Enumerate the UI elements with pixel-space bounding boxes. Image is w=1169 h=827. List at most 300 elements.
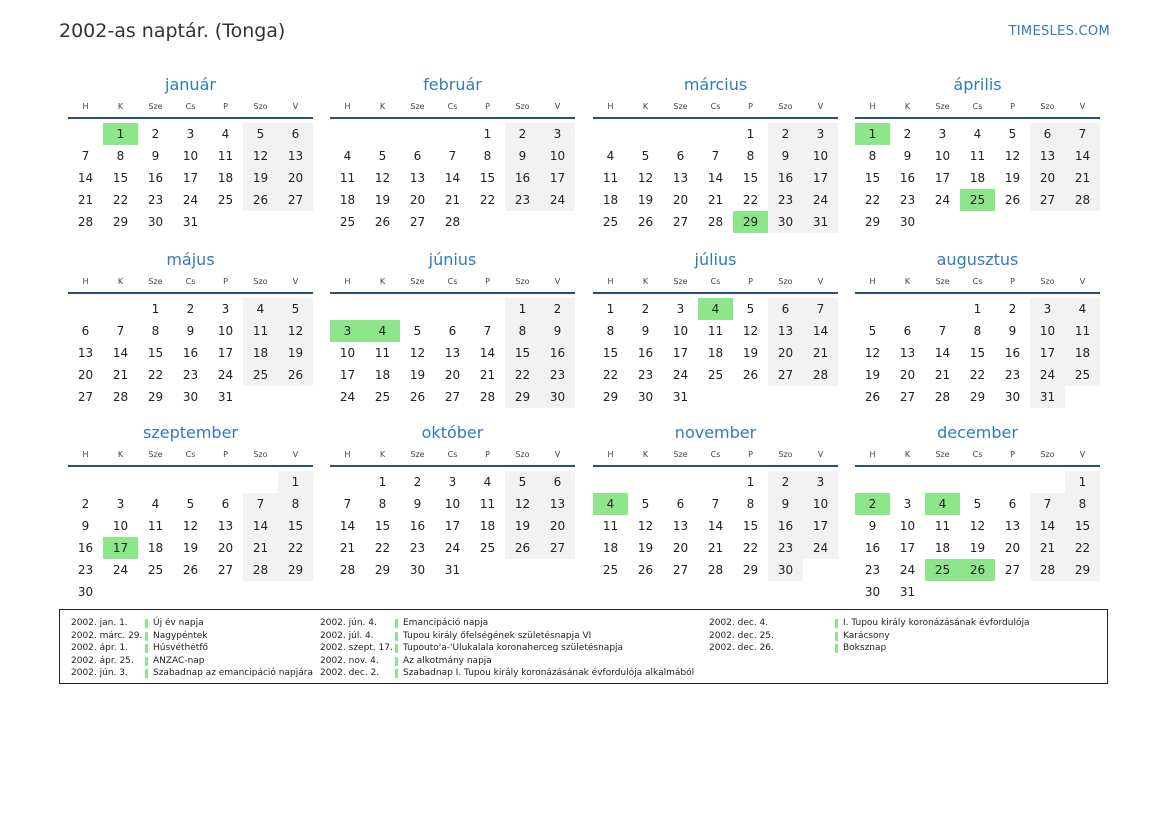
day-cell: 11 bbox=[374, 346, 391, 360]
day-cell: 5 bbox=[413, 324, 422, 338]
day-cell: 14 bbox=[243, 515, 278, 537]
day-cell: 26 bbox=[278, 364, 313, 386]
day-cell: 12 bbox=[409, 346, 426, 360]
month-block bbox=[855, 249, 1100, 408]
empty-cell bbox=[400, 123, 435, 145]
day-cell: 25 bbox=[217, 193, 234, 207]
day-cell: 30 bbox=[637, 390, 654, 404]
weekday-label: Szo bbox=[253, 450, 268, 459]
day-cell: 24 bbox=[934, 193, 951, 207]
month-block bbox=[330, 249, 575, 408]
day-cell: 22 bbox=[969, 368, 986, 382]
day-cell: 9 bbox=[186, 324, 195, 338]
day-cell: 9 bbox=[641, 324, 650, 338]
day-cell: 19 bbox=[278, 342, 313, 364]
weekday-label: P bbox=[223, 277, 228, 286]
day-cell: 8 bbox=[1065, 493, 1100, 515]
day-cell: 2 bbox=[768, 471, 803, 493]
day-cell: 17 bbox=[182, 171, 199, 185]
day-cell: 24 bbox=[899, 563, 916, 577]
day-cell: 9 bbox=[151, 149, 160, 163]
empty-cell bbox=[330, 298, 365, 320]
day-cell: 8 bbox=[278, 493, 313, 515]
day-cell: 30 bbox=[540, 386, 575, 408]
holiday-name: ANZAC-nap bbox=[153, 655, 205, 666]
holiday-day-cell: 29 bbox=[733, 211, 768, 233]
day-cell: 22 bbox=[374, 541, 391, 555]
weekday-label: Sze bbox=[673, 102, 688, 111]
holiday-marker bbox=[395, 657, 398, 666]
day-cell: 3 bbox=[803, 471, 838, 493]
weekday-label: H bbox=[869, 277, 876, 286]
day-cell: 6 bbox=[1008, 497, 1017, 511]
day-cell: 10 bbox=[934, 149, 951, 163]
day-cell: 2 bbox=[505, 123, 540, 145]
weekday-header bbox=[855, 445, 1100, 467]
weekday-label: V bbox=[554, 102, 561, 111]
day-cell: 14 bbox=[479, 346, 496, 360]
day-cell: 14 bbox=[1030, 515, 1065, 537]
day-cell: 2 bbox=[151, 127, 160, 141]
day-cell: 11 bbox=[969, 149, 986, 163]
day-cell: 22 bbox=[742, 541, 759, 555]
empty-cell bbox=[68, 471, 103, 493]
weekday-label: K bbox=[642, 450, 649, 459]
weekday-label: H bbox=[344, 102, 351, 111]
empty-cell bbox=[103, 298, 138, 320]
day-cell: 9 bbox=[768, 493, 803, 515]
day-cell: 13 bbox=[768, 320, 803, 342]
holiday-date: 2002. szept. 17. bbox=[320, 643, 393, 653]
day-cell: 20 bbox=[672, 193, 689, 207]
day-cell: 13 bbox=[1030, 145, 1065, 167]
holiday-day-cell: 25 bbox=[925, 559, 960, 581]
day-cell: 14 bbox=[934, 346, 951, 360]
day-cell: 9 bbox=[903, 149, 912, 163]
day-cell: 28 bbox=[1065, 189, 1100, 211]
day-cell: 16 bbox=[540, 342, 575, 364]
month-block bbox=[593, 422, 838, 581]
weekday-label: Szo bbox=[515, 277, 530, 286]
day-cell: 15 bbox=[742, 519, 759, 533]
site-logo-link[interactable]: TIMESLES.COM bbox=[1008, 24, 1110, 39]
day-cell: 13 bbox=[77, 346, 94, 360]
day-cell: 14 bbox=[339, 519, 356, 533]
day-cell: 27 bbox=[1004, 563, 1021, 577]
day-cell: 8 bbox=[868, 149, 877, 163]
day-cell: 15 bbox=[147, 346, 164, 360]
day-cell: 16 bbox=[409, 519, 426, 533]
day-cell: 6 bbox=[676, 497, 685, 511]
day-cell: 14 bbox=[444, 171, 461, 185]
day-cell: 24 bbox=[1030, 364, 1065, 386]
day-cell: 12 bbox=[637, 519, 654, 533]
day-cell: 7 bbox=[483, 324, 492, 338]
day-cell: 20 bbox=[1004, 541, 1021, 555]
month-block bbox=[330, 74, 575, 233]
day-cell: 15 bbox=[479, 171, 496, 185]
holiday-date: 2002. márc. 29. bbox=[71, 630, 143, 641]
day-cell: 18 bbox=[217, 171, 234, 185]
month-block bbox=[593, 74, 838, 233]
day-cell: 21 bbox=[339, 541, 356, 555]
weekday-label: V bbox=[292, 450, 299, 459]
weekday-label: Szo bbox=[778, 277, 793, 286]
day-cell: 19 bbox=[409, 368, 426, 382]
day-cell: 24 bbox=[182, 193, 199, 207]
day-cell: 2 bbox=[903, 127, 912, 141]
day-cell: 25 bbox=[374, 390, 391, 404]
day-cell: 6 bbox=[676, 149, 685, 163]
day-cell: 2 bbox=[413, 475, 422, 489]
day-grid bbox=[330, 298, 575, 408]
holiday-day-cell: 1 bbox=[855, 123, 890, 145]
weekday-label: H bbox=[607, 277, 614, 286]
weekday-label: P bbox=[485, 102, 490, 111]
day-cell: 31 bbox=[899, 585, 916, 599]
day-cell: 21 bbox=[112, 368, 129, 382]
holiday-name: Az alkotmány napja bbox=[403, 655, 492, 666]
legend-row bbox=[320, 667, 695, 680]
day-cell: 30 bbox=[864, 585, 881, 599]
day-cell: 12 bbox=[182, 519, 199, 533]
weekday-label: Szo bbox=[1040, 102, 1055, 111]
day-cell: 11 bbox=[602, 171, 619, 185]
day-cell: 8 bbox=[116, 149, 125, 163]
empty-cell bbox=[890, 471, 925, 493]
day-cell: 29 bbox=[602, 390, 619, 404]
day-cell: 21 bbox=[707, 193, 724, 207]
day-cell: 23 bbox=[409, 541, 426, 555]
day-cell: 1 bbox=[483, 127, 492, 141]
weekday-label: K bbox=[117, 277, 124, 286]
day-cell: 22 bbox=[742, 193, 759, 207]
day-cell: 15 bbox=[602, 346, 619, 360]
day-cell: 18 bbox=[479, 519, 496, 533]
weekday-header bbox=[855, 97, 1100, 119]
holiday-marker bbox=[395, 669, 398, 678]
day-cell: 29 bbox=[147, 390, 164, 404]
day-cell: 30 bbox=[899, 215, 916, 229]
weekday-label: Szo bbox=[1040, 277, 1055, 286]
weekday-header bbox=[330, 445, 575, 467]
holiday-date: 2002. jún. 3. bbox=[71, 668, 128, 678]
day-cell: 6 bbox=[278, 123, 313, 145]
day-cell: 30 bbox=[77, 585, 94, 599]
day-cell: 4 bbox=[151, 497, 160, 511]
holiday-day-cell: 4 bbox=[925, 493, 960, 515]
holiday-day-cell: 4 bbox=[365, 320, 400, 342]
holiday-date: 2002. ápr. 25. bbox=[71, 655, 134, 666]
day-cell: 8 bbox=[606, 324, 615, 338]
weekday-label: K bbox=[379, 277, 386, 286]
empty-cell bbox=[243, 471, 278, 493]
day-cell: 18 bbox=[969, 171, 986, 185]
day-cell: 1 bbox=[746, 475, 755, 489]
day-cell: 15 bbox=[505, 342, 540, 364]
day-cell: 3 bbox=[186, 127, 195, 141]
weekday-label: P bbox=[1010, 277, 1015, 286]
month-block bbox=[855, 74, 1100, 233]
day-cell: 5 bbox=[641, 497, 650, 511]
weekday-label: Szo bbox=[515, 450, 530, 459]
day-cell: 31 bbox=[672, 390, 689, 404]
weekday-label: Cs bbox=[972, 102, 983, 111]
day-cell: 30 bbox=[147, 215, 164, 229]
day-cell: 11 bbox=[339, 171, 356, 185]
day-cell: 6 bbox=[81, 324, 90, 338]
day-cell: 7 bbox=[343, 497, 352, 511]
holiday-name: Tupou király őfelségének születésnapja VI bbox=[403, 630, 592, 641]
day-cell: 14 bbox=[707, 519, 724, 533]
day-cell: 18 bbox=[147, 541, 164, 555]
day-cell: 26 bbox=[505, 537, 540, 559]
day-cell: 7 bbox=[116, 324, 125, 338]
day-cell: 10 bbox=[182, 149, 199, 163]
day-grid bbox=[855, 298, 1100, 408]
day-cell: 3 bbox=[116, 497, 125, 511]
holiday-day-cell: 25 bbox=[960, 189, 995, 211]
day-cell: 6 bbox=[540, 471, 575, 493]
day-cell: 19 bbox=[182, 541, 199, 555]
day-cell: 27 bbox=[1030, 189, 1065, 211]
day-cell: 22 bbox=[1065, 537, 1100, 559]
holiday-date: 2002. jún. 4. bbox=[320, 618, 377, 628]
day-cell: 12 bbox=[637, 171, 654, 185]
day-cell: 18 bbox=[934, 541, 951, 555]
day-cell: 7 bbox=[81, 149, 90, 163]
weekday-label: K bbox=[117, 102, 124, 111]
day-cell: 14 bbox=[803, 320, 838, 342]
month-block bbox=[330, 422, 575, 581]
holiday-name: Emancipáció napja bbox=[403, 618, 489, 628]
day-cell: 16 bbox=[182, 346, 199, 360]
empty-cell bbox=[435, 298, 470, 320]
weekday-label: H bbox=[869, 102, 876, 111]
day-cell: 3 bbox=[903, 497, 912, 511]
day-cell: 21 bbox=[444, 193, 461, 207]
weekday-label: P bbox=[748, 450, 753, 459]
day-cell: 23 bbox=[768, 537, 803, 559]
holiday-day-cell: 2 bbox=[855, 493, 890, 515]
day-cell: 6 bbox=[221, 497, 230, 511]
day-cell: 10 bbox=[899, 519, 916, 533]
day-cell: 4 bbox=[973, 127, 982, 141]
day-cell: 10 bbox=[803, 145, 838, 167]
weekday-label: P bbox=[223, 450, 228, 459]
day-cell: 20 bbox=[1030, 167, 1065, 189]
day-cell: 28 bbox=[339, 563, 356, 577]
empty-cell bbox=[995, 471, 1030, 493]
holiday-date: 2002. nov. 4. bbox=[320, 655, 379, 666]
day-cell: 24 bbox=[803, 189, 838, 211]
legend-column bbox=[709, 617, 1030, 655]
day-cell: 18 bbox=[602, 193, 619, 207]
day-cell: 7 bbox=[711, 497, 720, 511]
day-cell: 26 bbox=[637, 215, 654, 229]
weekday-label: Szo bbox=[778, 450, 793, 459]
empty-cell bbox=[628, 123, 663, 145]
day-cell: 8 bbox=[151, 324, 160, 338]
day-cell: 19 bbox=[742, 346, 759, 360]
day-cell: 23 bbox=[77, 563, 94, 577]
holiday-marker bbox=[145, 657, 148, 666]
day-cell: 4 bbox=[1065, 298, 1100, 320]
day-cell: 2 bbox=[768, 123, 803, 145]
day-cell: 25 bbox=[243, 364, 278, 386]
weekday-label: V bbox=[1079, 450, 1086, 459]
day-cell: 28 bbox=[1030, 559, 1065, 581]
day-cell: 16 bbox=[768, 167, 803, 189]
day-cell: 29 bbox=[374, 563, 391, 577]
day-cell: 3 bbox=[540, 123, 575, 145]
day-cell: 22 bbox=[479, 193, 496, 207]
day-cell: 12 bbox=[864, 346, 881, 360]
day-cell: 31 bbox=[182, 215, 199, 229]
day-grid bbox=[593, 298, 838, 408]
day-cell: 29 bbox=[742, 563, 759, 577]
month-block bbox=[68, 249, 313, 408]
month-block bbox=[68, 422, 313, 603]
day-cell: 7 bbox=[938, 324, 947, 338]
holiday-date: 2002. dec. 2. bbox=[320, 668, 380, 678]
month-name: március bbox=[683, 75, 748, 94]
weekday-header bbox=[330, 97, 575, 119]
day-cell: 4 bbox=[221, 127, 230, 141]
day-cell: 15 bbox=[864, 171, 881, 185]
day-cell: 11 bbox=[1065, 320, 1100, 342]
day-cell: 17 bbox=[672, 346, 689, 360]
weekday-label: Sze bbox=[935, 450, 950, 459]
day-cell: 14 bbox=[112, 346, 129, 360]
day-cell: 21 bbox=[707, 541, 724, 555]
weekday-label: Cs bbox=[710, 102, 721, 111]
day-cell: 23 bbox=[1004, 368, 1021, 382]
day-cell: 15 bbox=[969, 346, 986, 360]
weekday-header bbox=[593, 97, 838, 119]
day-cell: 15 bbox=[1065, 515, 1100, 537]
day-cell: 19 bbox=[1004, 171, 1021, 185]
weekday-label: Sze bbox=[410, 102, 425, 111]
holiday-legend bbox=[59, 609, 1108, 684]
day-cell: 22 bbox=[278, 537, 313, 559]
day-cell: 18 bbox=[374, 368, 391, 382]
day-cell: 5 bbox=[278, 298, 313, 320]
holiday-marker bbox=[145, 632, 148, 641]
day-cell: 27 bbox=[278, 189, 313, 211]
day-cell: 1 bbox=[378, 475, 387, 489]
day-cell: 8 bbox=[505, 320, 540, 342]
day-cell: 20 bbox=[444, 368, 461, 382]
month-block bbox=[68, 74, 313, 233]
day-cell: 17 bbox=[540, 167, 575, 189]
weekday-label: K bbox=[904, 102, 911, 111]
empty-cell bbox=[925, 471, 960, 493]
day-cell: 12 bbox=[969, 519, 986, 533]
holiday-day-cell: 3 bbox=[330, 320, 365, 342]
day-cell: 14 bbox=[1065, 145, 1100, 167]
day-cell: 31 bbox=[1030, 386, 1065, 408]
day-cell: 7 bbox=[243, 493, 278, 515]
day-cell: 27 bbox=[672, 563, 689, 577]
day-cell: 23 bbox=[899, 193, 916, 207]
empty-cell bbox=[593, 123, 628, 145]
weekday-label: V bbox=[817, 102, 824, 111]
day-cell: 20 bbox=[278, 167, 313, 189]
day-cell: 6 bbox=[903, 324, 912, 338]
day-cell: 28 bbox=[707, 215, 724, 229]
day-cell: 17 bbox=[803, 167, 838, 189]
day-cell: 25 bbox=[339, 215, 356, 229]
weekday-header bbox=[593, 272, 838, 294]
day-cell: 9 bbox=[413, 497, 422, 511]
weekday-label: K bbox=[642, 102, 649, 111]
day-cell: 16 bbox=[77, 541, 94, 555]
weekday-label: K bbox=[379, 102, 386, 111]
empty-cell bbox=[435, 123, 470, 145]
day-cell: 13 bbox=[278, 145, 313, 167]
weekday-label: Cs bbox=[185, 450, 196, 459]
day-cell: 10 bbox=[1030, 320, 1065, 342]
day-cell: 26 bbox=[374, 215, 391, 229]
holiday-name: I. Tupou király koronázásának évfordulója bbox=[843, 618, 1030, 628]
weekday-label: Sze bbox=[673, 450, 688, 459]
day-cell: 30 bbox=[1004, 390, 1021, 404]
day-cell: 27 bbox=[899, 390, 916, 404]
weekday-label: Szo bbox=[253, 102, 268, 111]
weekday-label: H bbox=[869, 450, 876, 459]
legend-row bbox=[320, 655, 492, 668]
day-cell: 10 bbox=[672, 324, 689, 338]
weekday-label: Szo bbox=[253, 277, 268, 286]
weekday-label: Szo bbox=[778, 102, 793, 111]
weekday-label: Sze bbox=[148, 450, 163, 459]
holiday-date: 2002. júl. 4. bbox=[320, 630, 374, 641]
day-cell: 23 bbox=[768, 189, 803, 211]
day-cell: 22 bbox=[147, 368, 164, 382]
day-cell: 24 bbox=[540, 189, 575, 211]
day-cell: 1 bbox=[278, 471, 313, 493]
day-cell: 26 bbox=[742, 368, 759, 382]
day-grid bbox=[68, 298, 313, 408]
empty-cell bbox=[330, 123, 365, 145]
day-cell: 18 bbox=[1065, 342, 1100, 364]
day-cell: 9 bbox=[505, 145, 540, 167]
day-cell: 23 bbox=[182, 368, 199, 382]
month-name: november bbox=[674, 423, 757, 442]
weekday-label: H bbox=[82, 277, 89, 286]
weekday-label: P bbox=[485, 277, 490, 286]
day-cell: 7 bbox=[1030, 493, 1065, 515]
day-cell: 10 bbox=[444, 497, 461, 511]
day-cell: 25 bbox=[602, 215, 619, 229]
day-cell: 10 bbox=[339, 346, 356, 360]
legend-row bbox=[320, 642, 624, 655]
day-cell: 20 bbox=[672, 541, 689, 555]
day-grid bbox=[330, 471, 575, 581]
day-cell: 6 bbox=[413, 149, 422, 163]
day-cell: 30 bbox=[182, 390, 199, 404]
day-cell: 25 bbox=[479, 541, 496, 555]
day-cell: 5 bbox=[868, 324, 877, 338]
day-cell: 19 bbox=[243, 167, 278, 189]
empty-cell bbox=[925, 298, 960, 320]
legend-row bbox=[709, 642, 887, 655]
empty-cell bbox=[663, 471, 698, 493]
day-cell: 17 bbox=[217, 346, 234, 360]
empty-cell bbox=[890, 298, 925, 320]
day-cell: 28 bbox=[112, 390, 129, 404]
